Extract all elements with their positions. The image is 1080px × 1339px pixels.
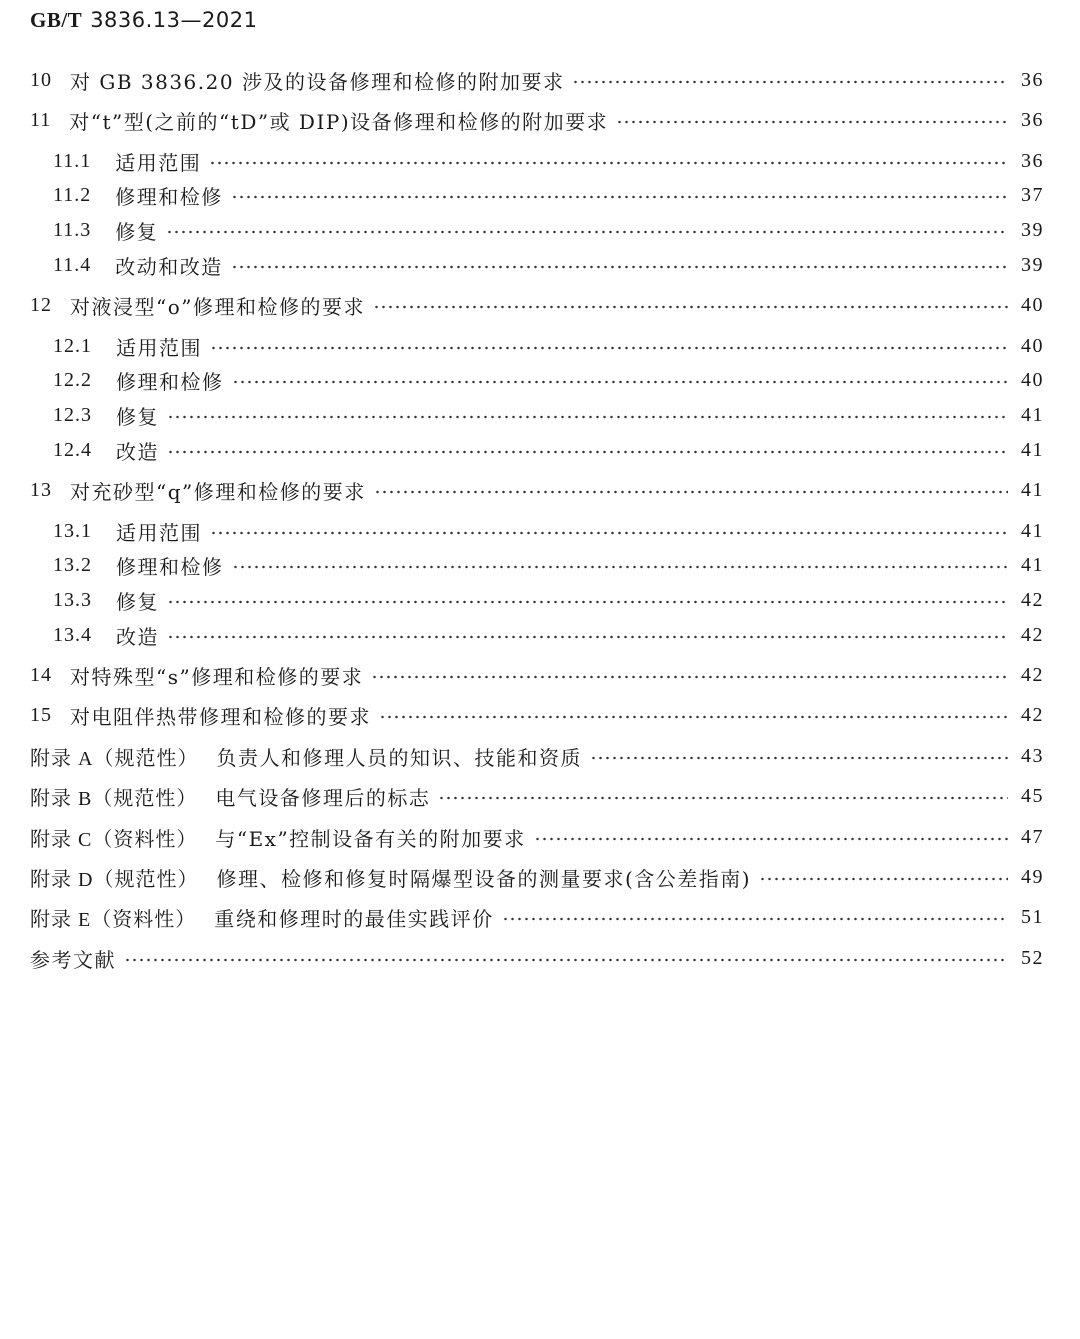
- toc-entry-title: 与“Ex”控制设备有关的附加要求: [215, 826, 526, 851]
- toc-entry-title: 改造: [116, 439, 159, 464]
- toc-entry-number: 13.1: [53, 519, 92, 542]
- toc-entry-title: 适用范围: [116, 335, 202, 360]
- toc-entry-page: 40: [1021, 368, 1044, 391]
- dot-leader: [167, 635, 1008, 639]
- toc-entry-title: 修理和检修: [115, 184, 223, 209]
- dot-leader: [572, 80, 1008, 84]
- toc-entry-number: 13.2: [53, 553, 92, 576]
- dot-leader: [166, 230, 1008, 234]
- toc-entry-13-3[interactable]: [30, 584, 1044, 616]
- dot-leader: [438, 796, 1008, 800]
- toc-entry-page: 49: [1021, 865, 1044, 888]
- dot-leader: [231, 195, 1008, 199]
- toc-entry-title: 修理、检修和修复时隔爆型设备的测量要求(含公差指南): [216, 866, 752, 891]
- toc-entry-title: 修理和检修: [116, 369, 224, 394]
- toc-entry-title: 对电阻伴热带修理和检修的要求: [70, 704, 371, 729]
- toc-entry-page: 43: [1021, 744, 1044, 767]
- toc-entry-title: 负责人和修理人员的知识、技能和资质: [216, 745, 582, 770]
- toc-entry-page: 51: [1021, 905, 1044, 928]
- dot-leader: [232, 565, 1009, 569]
- toc-entry-number: 13.4: [53, 623, 92, 646]
- toc-entry-title: 适用范围: [116, 520, 202, 545]
- toc-entry-13-1[interactable]: [30, 515, 1044, 547]
- toc-entry-page: 41: [1021, 478, 1044, 501]
- toc-entry-title: 修复: [116, 404, 159, 429]
- dot-leader: [124, 958, 1008, 962]
- document-header: [30, 8, 257, 33]
- dot-leader: [374, 490, 1008, 494]
- dot-leader: [231, 265, 1008, 269]
- dot-leader: [209, 161, 1008, 165]
- standard-prefix: GB/T: [30, 8, 83, 32]
- toc-entry-page: 36: [1021, 108, 1044, 131]
- toc-entry-page: 47: [1021, 825, 1044, 848]
- toc-entry-page: 41: [1021, 403, 1044, 426]
- toc-entry-page: 40: [1021, 293, 1044, 316]
- dot-leader: [373, 305, 1008, 309]
- dot-leader: [167, 600, 1008, 604]
- toc-entry-title: 重绕和修理时的最佳实践评价: [214, 906, 494, 931]
- toc-entry-number: 附录 E（资料性）: [30, 908, 197, 931]
- dot-leader: [167, 415, 1008, 419]
- dot-leader: [534, 837, 1008, 841]
- toc-entry-appendix-c[interactable]: [30, 821, 1044, 853]
- dot-leader: [210, 346, 1008, 350]
- toc-entry-appendix-b[interactable]: [30, 780, 1044, 812]
- toc-entry-number: 11.3: [53, 218, 92, 241]
- toc-entry-15[interactable]: [30, 699, 1044, 731]
- toc-entry-number: 13: [30, 478, 52, 501]
- toc-entry-number: 12: [30, 293, 52, 316]
- toc-entry-page: 40: [1021, 334, 1044, 357]
- toc-entry-title: 改动和改造: [115, 254, 223, 279]
- toc-entry-number: 附录 C（资料性）: [30, 828, 198, 851]
- toc-entry-12-1[interactable]: [30, 330, 1044, 362]
- toc-entry-page: 52: [1021, 946, 1044, 969]
- toc-entry-title: 对特殊型“s”修理和检修的要求: [70, 664, 364, 689]
- toc-entry-title: 对“t”型(之前的“tD”或 DIP)设备修理和检修的附加要求: [69, 109, 609, 134]
- toc-entry-number: 附录 B（规范性）: [30, 787, 198, 810]
- toc-entry-page: 36: [1021, 68, 1044, 91]
- toc-entry-13-2[interactable]: [30, 549, 1044, 581]
- toc-entry-page: 41: [1021, 553, 1044, 576]
- toc-entry-title: 修复: [115, 219, 159, 244]
- toc-entry-11-1[interactable]: [30, 145, 1044, 177]
- toc-entry-number: 11.4: [53, 253, 92, 276]
- toc-entry-title: 对 GB 3836.20 涉及的设备修理和检修的附加要求: [70, 69, 565, 94]
- toc-entry-appendix-e[interactable]: [30, 901, 1044, 933]
- toc-entry-number: 10: [30, 68, 52, 91]
- toc-entry-title: 电气设备修理后的标志: [215, 785, 431, 810]
- toc-entry-12-4[interactable]: [30, 434, 1044, 466]
- toc-entry-11-3[interactable]: [30, 214, 1044, 246]
- toc-entry-number: 14: [30, 663, 52, 686]
- toc-entry-11-2[interactable]: [30, 179, 1044, 211]
- toc-entry-13-4[interactable]: [30, 619, 1044, 651]
- toc-entry-page: 42: [1021, 623, 1044, 646]
- standard-number: 3836.13—2021: [90, 8, 258, 32]
- toc-entry-page: 37: [1021, 183, 1044, 206]
- dot-leader: [759, 877, 1008, 881]
- toc-entry-10[interactable]: [30, 64, 1044, 96]
- toc-entry-11-4[interactable]: [30, 249, 1044, 281]
- toc-entry-number: 13.3: [53, 588, 92, 611]
- dot-leader: [590, 756, 1008, 760]
- toc-entry-title: 修复: [116, 589, 159, 614]
- dot-leader: [616, 120, 1008, 124]
- toc-entry-number: 附录 A（规范性）: [30, 747, 199, 770]
- toc-entry-12-3[interactable]: [30, 399, 1044, 431]
- toc-entry-number: 附录 D（规范性）: [30, 868, 199, 891]
- toc-entry-page: 42: [1021, 663, 1044, 686]
- toc-entry-page: 45: [1021, 784, 1044, 807]
- dot-leader: [167, 450, 1008, 454]
- toc-entry-number: 12.2: [53, 368, 92, 391]
- toc-entry-page: 39: [1021, 218, 1044, 241]
- toc-entry-page: 39: [1021, 253, 1044, 276]
- toc-entry-13[interactable]: [30, 474, 1044, 506]
- toc-entry-11[interactable]: [30, 104, 1044, 136]
- dot-leader: [379, 715, 1008, 719]
- toc-entry-references[interactable]: [30, 942, 1044, 974]
- toc-entry-number: 12.4: [53, 438, 92, 461]
- toc-entry-appendix-a[interactable]: [30, 740, 1044, 772]
- toc-entry-title: 参考文献: [30, 947, 116, 972]
- toc-entry-number: 11: [30, 108, 52, 131]
- toc-entry-page: 42: [1021, 703, 1044, 726]
- toc-entry-14[interactable]: [30, 659, 1044, 691]
- dot-leader: [210, 531, 1008, 535]
- toc-entry-appendix-d[interactable]: [30, 861, 1044, 893]
- toc-entry-page: 41: [1021, 519, 1044, 542]
- toc-entry-page: 36: [1021, 149, 1044, 172]
- toc-entry-number: 11.1: [53, 149, 92, 172]
- toc-entry-title: 修理和检修: [116, 554, 224, 579]
- toc-entry-title: 对充砂型“q”修理和检修的要求: [70, 479, 366, 504]
- dot-leader: [502, 917, 1008, 921]
- toc-entry-number: 12.3: [53, 403, 92, 426]
- toc-entry-12[interactable]: [30, 289, 1044, 321]
- toc-entry-page: 42: [1021, 588, 1044, 611]
- toc-entry-number: 12.1: [53, 334, 92, 357]
- toc-entry-number: 11.2: [53, 183, 92, 206]
- toc-entry-title: 改造: [116, 624, 159, 649]
- toc-entry-title: 对液浸型“o”修理和检修的要求: [70, 294, 365, 319]
- toc-entry-title: 适用范围: [115, 150, 202, 175]
- dot-leader: [232, 380, 1009, 384]
- toc-entry-12-2[interactable]: [30, 364, 1044, 396]
- toc-entry-number: 15: [30, 703, 52, 726]
- dot-leader: [371, 675, 1008, 679]
- toc-entry-page: 41: [1021, 438, 1044, 461]
